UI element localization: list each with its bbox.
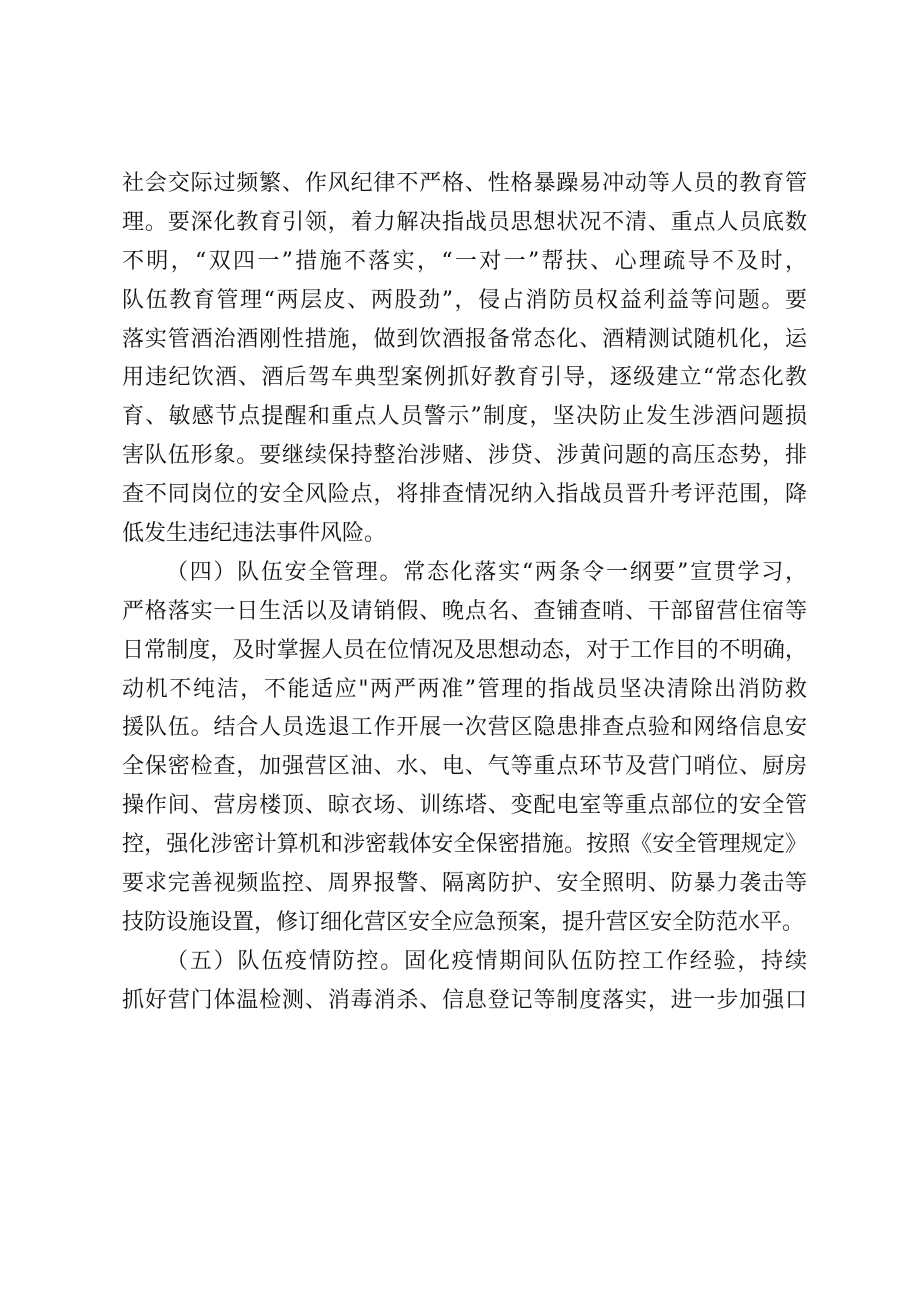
- text-line: 用违纪饮酒、酒后驾车典型案例抓好教育引导，逐级建立“常态化教: [122, 365, 807, 391]
- text-line: 理。要深化教育引领，着力解决指战员思想状况不清、重点人员底数: [122, 209, 807, 235]
- text-line: 严格落实一日生活以及请销假、晚点名、查铺查哨、干部留营住宿等: [122, 598, 807, 624]
- section-heading-line: （五）队伍疫情防控。固化疫情期间队伍防控工作经验，持续: [166, 948, 807, 974]
- text-line: 抓好营门体温检测、消毒消杀、信息登记等制度落实，进一步加强口: [122, 987, 807, 1013]
- text-line: 队伍教育管理“两层皮、两股劲”，侵占消防员权益利益等问题。要: [122, 287, 807, 313]
- text-line: 技防设施设置，修订细化营区安全应急预案，提升营区安全防范水平。: [122, 909, 805, 935]
- paragraph-epidemic-prevention: [122, 943, 807, 1021]
- text-line: 要求完善视频监控、周界报警、隔离防护、安全照明、防暴力袭击等: [122, 871, 807, 897]
- text-line: 育、敏感节点提醒和重点人员警示”制度，坚决防止发生涉酒问题损: [122, 404, 807, 430]
- text-line: 控，强化涉密计算机和涉密载体安全保密措施。按照《安全管理规定》: [122, 832, 807, 858]
- paragraph-safety-management: [122, 554, 807, 943]
- section-heading-line: （四）队伍安全管理。常态化落实“两条令一纲要”宣贯学习，: [166, 559, 807, 585]
- text-line: 全保密检查，加强营区油、水、电、气等重点环节及营门哨位、厨房: [122, 754, 807, 780]
- text-line: 低发生违纪违法事件风险。: [122, 521, 387, 547]
- text-line: 害队伍形象。要继续保持整治涉赌、涉贷、涉黄问题的高压态势，排: [122, 443, 807, 469]
- document-body: [122, 165, 807, 1021]
- text-line: 动机不纯洁，不能适应"两严两准”管理的指战员坚决清除出消防救: [122, 676, 807, 702]
- text-line: 操作间、营房楼顶、晾衣场、训练塔、变配电室等重点部位的安全管: [122, 793, 807, 819]
- text-line: 社会交际过频繁、作风纪律不严格、性格暴躁易冲动等人员的教育管: [122, 171, 807, 196]
- paragraph-personnel-education: [122, 165, 807, 554]
- text-line: 落实管酒治酒刚性措施，做到饮酒报备常态化、酒精测试随机化，运: [122, 326, 807, 352]
- text-line: 不明，“双四一”措施不落实，“一对一”帮扶、心理疏导不及时，: [122, 248, 807, 274]
- text-line: 查不同岗位的安全风险点，将排查情况纳入指战员晋升考评范围，降: [122, 482, 807, 508]
- text-line: 日常制度，及时掌握人员在位情况及思想动态，对于工作目的不明确，: [122, 637, 807, 663]
- text-line: 援队伍。结合人员选退工作开展一次营区隐患排查点验和网络信息安: [122, 715, 807, 741]
